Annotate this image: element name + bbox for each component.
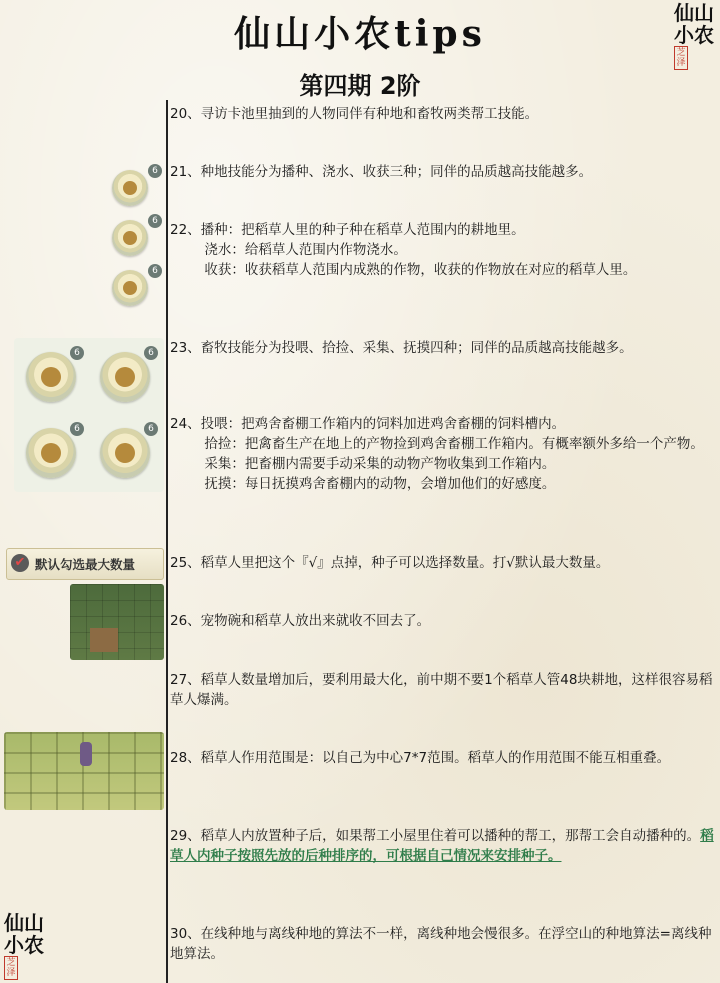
tip-29 bbox=[170, 826, 715, 866]
water-skill-icon bbox=[112, 220, 148, 256]
pet-bowl-scarecrow-screenshot bbox=[70, 584, 164, 660]
pet-skill-icon bbox=[100, 428, 150, 478]
logo-bottom-left bbox=[4, 912, 48, 980]
tip-28: 28、稻草人作用范围是：以自己为中心7*7范围。稻草人的作用范围不能互相重叠。 bbox=[170, 750, 671, 766]
column-divider bbox=[166, 100, 168, 983]
level-badge: 6 bbox=[144, 422, 158, 436]
tip-27: 27、稻草人数量增加后，要利用最大化，前中期不要1个稻草人管48块耕地，这样很容易稻草人爆满。 bbox=[170, 672, 713, 708]
tip-22: 22、播种：把稻草人里的种子种在稻草人范围内的耕地里。 浇水：给稻草人范围内作物浇水。 收获：收获稻草人范围内成熟的作物，收获的作物放在对应的稻草人里。 bbox=[170, 222, 637, 278]
tip-29-text: 29、稻草人内放置种子后，如果帮工小屋里住着可以播种的帮工，那帮工会自动播种的。 bbox=[170, 828, 701, 844]
page-title: 仙山小农tips bbox=[234, 13, 486, 55]
check-icon: ✔ bbox=[11, 554, 29, 572]
tip-25: 25、稻草人里把这个『√』点掉，种子可以选择数量。打√默认最大数量。 bbox=[170, 555, 610, 571]
tip-26: 26、宠物碗和稻草人放出来就收不回去了。 bbox=[170, 613, 431, 629]
level-badge: 6 bbox=[144, 346, 158, 360]
tip-23: 23、畜牧技能分为投喂、拾捡、采集、抚摸四种；同伴的品质越高技能越多。 bbox=[170, 340, 633, 356]
harvest-skill-icon bbox=[112, 270, 148, 306]
tip-30: 30、在线种地与离线种地的算法不一样，离线种地会慢很多。在浮空山的种地算法=离线种地算法。 bbox=[170, 926, 712, 962]
level-badge: 6 bbox=[70, 422, 84, 436]
tip-24: 24、投喂：把鸡舍畜棚工作箱内的饲料加进鸡舍畜棚的饲料槽内。 拾捡：把禽畜生产在地上的产物捡到鸡舍畜棚工作箱内。有概率额外多给一个产物。 采集：把畜棚内需要手动采集的动物产物收集到工作箱内。 抚摸：每日抚摸鸡舍畜棚内的动物，会增加他们的好感度。 bbox=[170, 416, 704, 492]
logo-top-right bbox=[674, 2, 714, 70]
logo-text: 仙山小农 bbox=[4, 911, 44, 957]
max-quantity-checkbox[interactable] bbox=[6, 548, 164, 580]
level-badge: 6 bbox=[148, 164, 162, 178]
pickup-skill-icon bbox=[100, 352, 150, 402]
tip-20: 20、寻访卡池里抽到的人物同伴有种地和畜牧两类帮工技能。 bbox=[170, 106, 539, 122]
feed-skill-icon bbox=[26, 352, 76, 402]
level-badge: 6 bbox=[148, 264, 162, 278]
seal-stamp: 芝泽 bbox=[4, 956, 18, 980]
logo-text: 仙山小农 bbox=[674, 1, 714, 47]
tip-29-highlight: 稻草人内种子按照先放的后种排序的，可根据自己情况来安排种子。 bbox=[170, 828, 714, 864]
seal-stamp: 芝泽 bbox=[674, 46, 688, 70]
sow-skill-icon bbox=[112, 170, 148, 206]
scarecrow-range-screenshot bbox=[4, 732, 164, 810]
checkbox-label: 默认勾选最大数量 bbox=[35, 557, 136, 572]
page-subtitle: 第四期 2阶 bbox=[299, 72, 421, 100]
level-badge: 6 bbox=[70, 346, 84, 360]
level-badge: 6 bbox=[148, 214, 162, 228]
tip-21: 21、种地技能分为播种、浇水、收获三种；同伴的品质越高技能越多。 bbox=[170, 164, 593, 180]
collect-skill-icon bbox=[26, 428, 76, 478]
